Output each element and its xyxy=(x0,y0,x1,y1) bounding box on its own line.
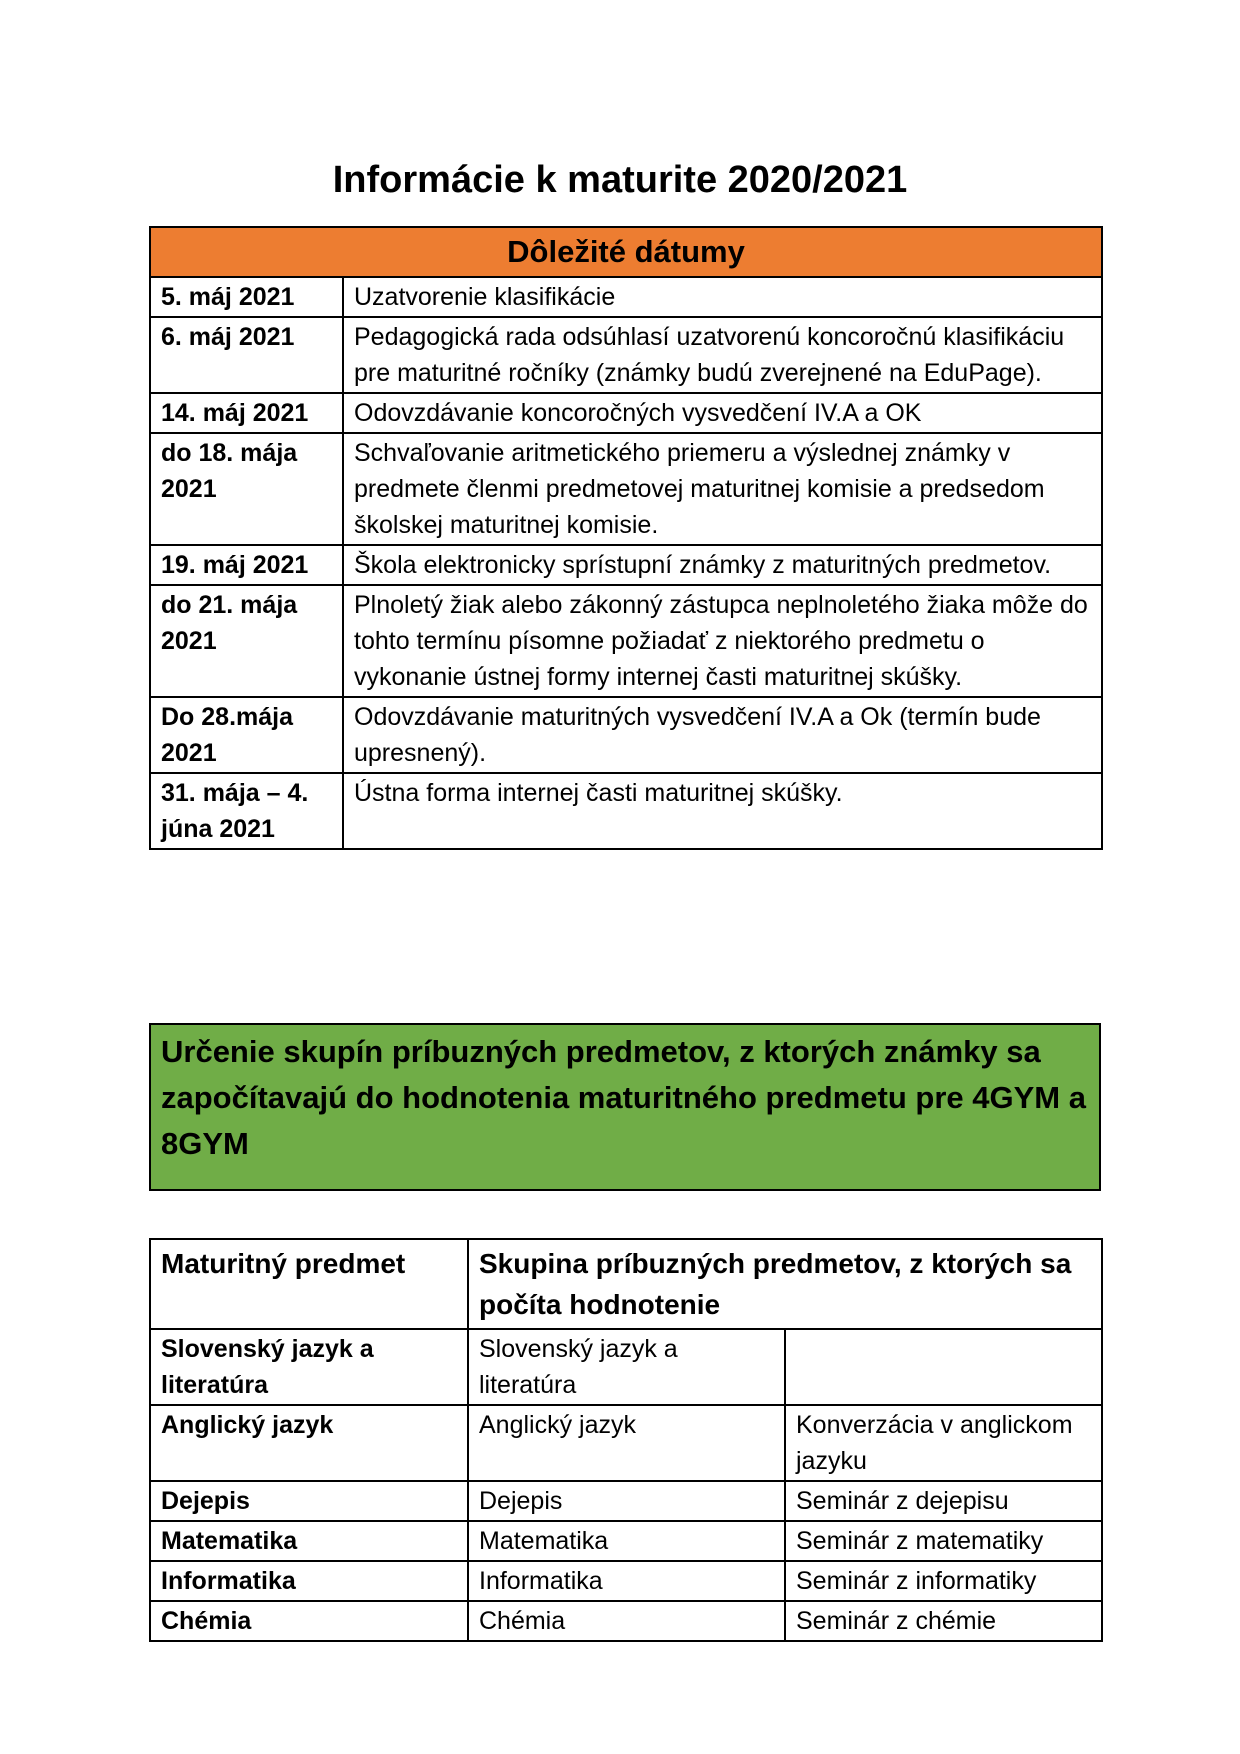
date-description-cell: Ústna forma internej časti maturitnej skúšky. xyxy=(343,773,1102,849)
subject-cell: Slovenský jazyk a literatúra xyxy=(150,1329,468,1405)
date-description-cell: Plnoletý žiak alebo zákonný zástupca neplnoletého žiaka môže do tohto termínu písomne požiadať z niektorého predmetu o vykonanie ústnej formy internej časti maturitnej skúšky. xyxy=(343,585,1102,697)
subject-cell: Chémia xyxy=(150,1601,468,1641)
subject-row xyxy=(150,1481,1102,1521)
subjects-header-row xyxy=(150,1239,1102,1329)
date-cell: Do 28.mája 2021 xyxy=(150,697,343,773)
date-description-cell: Odovzdávanie koncoročných vysvedčení IV.A a OK xyxy=(343,393,1102,433)
related-subject-cell: Chémia xyxy=(468,1601,785,1641)
date-row xyxy=(150,393,1102,433)
subject-row xyxy=(150,1521,1102,1561)
date-row xyxy=(150,277,1102,317)
date-row xyxy=(150,317,1102,393)
date-row xyxy=(150,585,1102,697)
related-seminar-cell: Seminár z chémie xyxy=(785,1601,1102,1641)
date-row xyxy=(150,773,1102,849)
related-subject-cell: Informatika xyxy=(468,1561,785,1601)
date-cell: do 18. mája 2021 xyxy=(150,433,343,545)
date-row xyxy=(150,545,1102,585)
date-description-cell: Schvaľovanie aritmetického priemeru a výslednej známky v predmete členmi predmetovej maturitnej komisie a predsedom školskej maturitnej komisie. xyxy=(343,433,1102,545)
related-seminar-cell: Seminár z informatiky xyxy=(785,1561,1102,1601)
related-subject-cell: Dejepis xyxy=(468,1481,785,1521)
related-subject-cell: Slovenský jazyk a literatúra xyxy=(468,1329,785,1405)
group-column-header: Skupina príbuzných predmetov, z ktorých sa počíta hodnotenie xyxy=(468,1239,1102,1329)
date-row xyxy=(150,433,1102,545)
date-cell: 14. máj 2021 xyxy=(150,393,343,433)
date-description-cell: Škola elektronicky sprístupní známky z maturitných predmetov. xyxy=(343,545,1102,585)
date-cell: 19. máj 2021 xyxy=(150,545,343,585)
subject-row xyxy=(150,1329,1102,1405)
dates-header-row xyxy=(150,227,1102,277)
related-seminar-cell: Seminár z dejepisu xyxy=(785,1481,1102,1521)
date-cell: 5. máj 2021 xyxy=(150,277,343,317)
subject-cell: Dejepis xyxy=(150,1481,468,1521)
subject-column-header: Maturitný predmet xyxy=(150,1239,468,1329)
subject-cell: Matematika xyxy=(150,1521,468,1561)
related-subject-cell: Anglický jazyk xyxy=(468,1405,785,1481)
subject-groups-table xyxy=(149,1238,1103,1642)
date-cell: do 21. mája 2021 xyxy=(150,585,343,697)
dates-header: Dôležité dátumy xyxy=(150,227,1102,277)
subject-groups-banner: Určenie skupín príbuzných predmetov, z ktorých známky sa započítavajú do hodnotenia maturitného predmetu pre 4GYM a 8GYM xyxy=(149,1023,1101,1191)
subject-cell: Informatika xyxy=(150,1561,468,1601)
date-description-cell: Odovzdávanie maturitných vysvedčení IV.A a Ok (termín bude upresnený). xyxy=(343,697,1102,773)
important-dates-table xyxy=(149,226,1103,850)
date-cell: 6. máj 2021 xyxy=(150,317,343,393)
related-seminar-cell: Konverzácia v anglickom jazyku xyxy=(785,1405,1102,1481)
related-seminar-cell xyxy=(785,1329,1102,1405)
date-description-cell: Pedagogická rada odsúhlasí uzatvorenú koncoročnú klasifikáciu pre maturitné ročníky (známky budú zverejnené na EduPage). xyxy=(343,317,1102,393)
date-row xyxy=(150,697,1102,773)
subject-row xyxy=(150,1601,1102,1641)
related-subject-cell: Matematika xyxy=(468,1521,785,1561)
subject-row xyxy=(150,1405,1102,1481)
subject-cell: Anglický jazyk xyxy=(150,1405,468,1481)
subject-row xyxy=(150,1561,1102,1601)
related-seminar-cell: Seminár z matematiky xyxy=(785,1521,1102,1561)
page-title: Informácie k maturite 2020/2021 xyxy=(332,159,908,201)
date-cell: 31. mája – 4. júna 2021 xyxy=(150,773,343,849)
date-description-cell: Uzatvorenie klasifikácie xyxy=(343,277,1102,317)
